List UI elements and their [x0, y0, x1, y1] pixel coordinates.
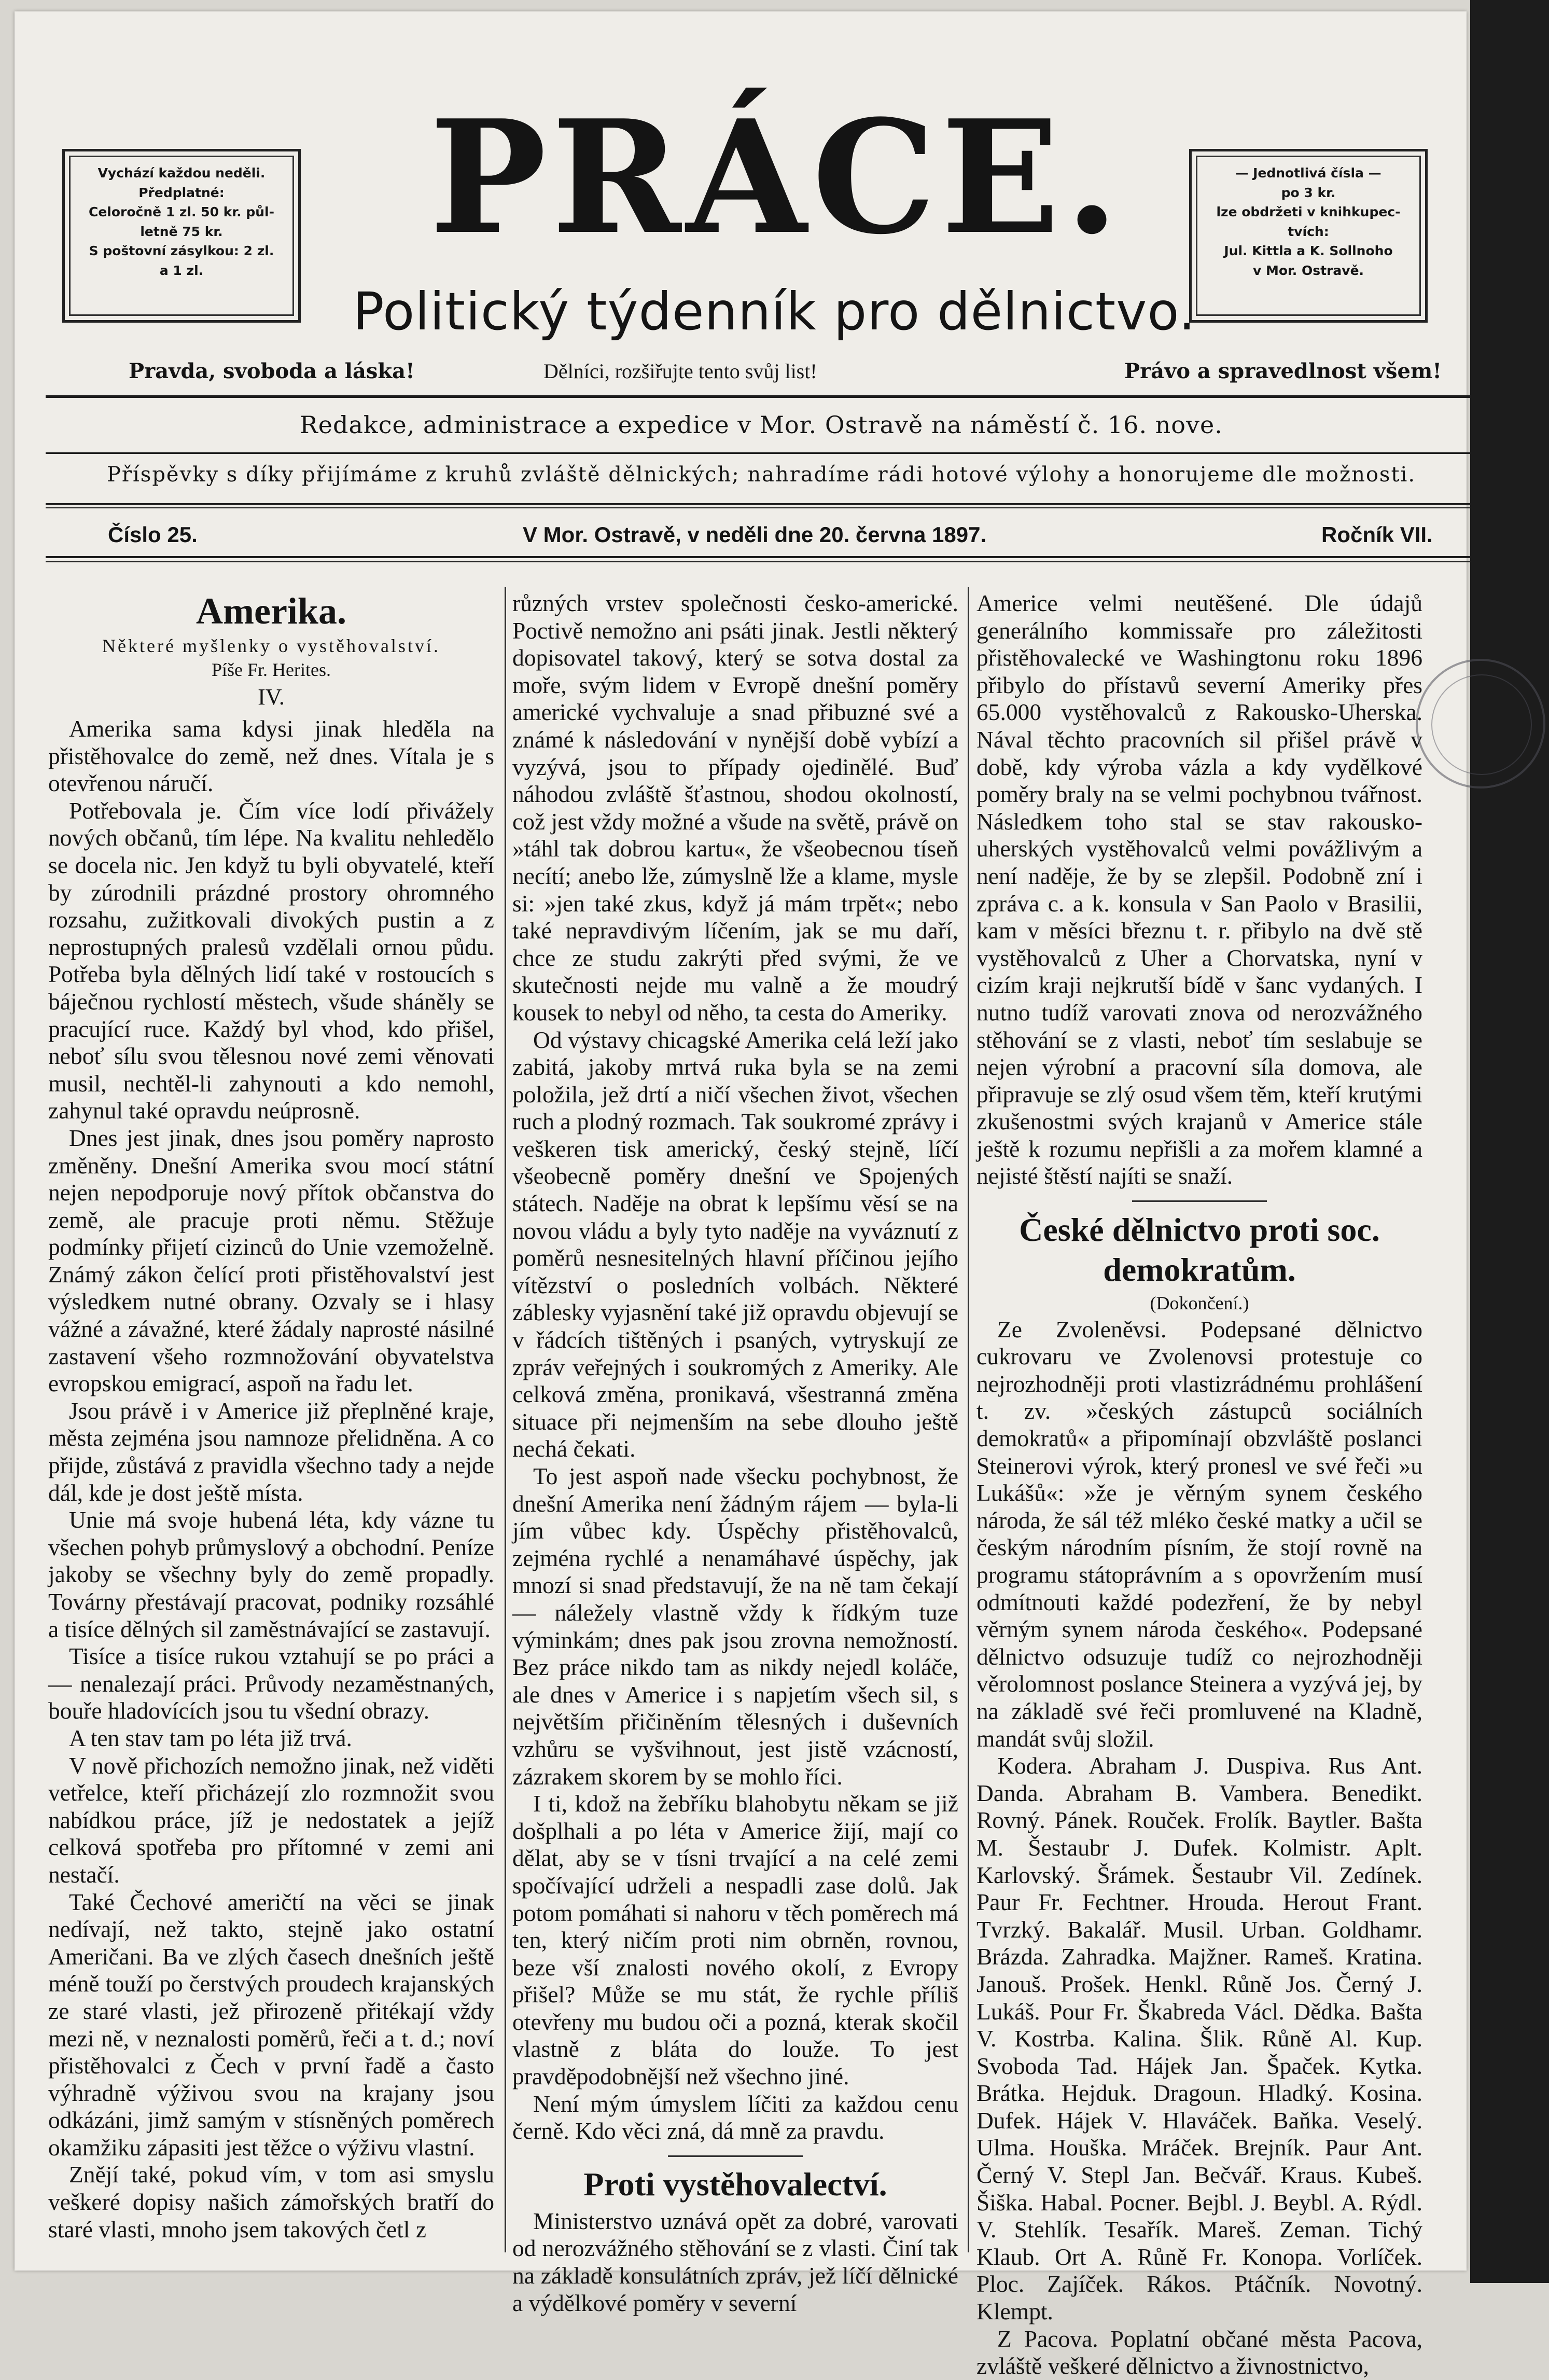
box-line: a 1 zl.: [159, 262, 204, 278]
masthead-subtitle: Politický týdenník pro dělnictvo.: [353, 281, 1196, 342]
paragraph: Není mým úmyslem líčiti za každou cenu černě. Kdo věci zná, dá mně za pravdu.: [512, 2090, 958, 2144]
paragraph: Také Čechové američtí na věci se jinak nedívají, než takto, stejně jako ostatní Američani. Ba ve zlých časech dnešních ještě méně touží po čerstvých proudech krajanských ze staré vlasti, jež přirozeně přitékají vždy mezi ně, v neznalosti poměrů, řeči a t. d.; noví přistěhovalci z Čech v první řadě a často výhradně výživou svou na krajany jsou odkázáni, jimž samým v stísněných poměrech okamžiku zápasiti jest těžce o výživu vlastní.: [48, 1888, 494, 2161]
paragraph: Znějí také, pokud vím, v tom asi smyslu veškeré dopisy našich zámořských bratří do staré vlasti, mnoho jsem takových četl z: [48, 2161, 494, 2243]
motto-row: [77, 359, 1442, 390]
article-body-vystehovalectvi-cont: [976, 590, 1422, 1190]
subscription-box-text: [69, 156, 294, 316]
box-line: S poštovní zásylkou: 2 zl.: [89, 243, 274, 258]
box-line: Vychází každou neděli.: [97, 165, 266, 181]
library-stamp-icon: [1416, 659, 1545, 788]
section-separator-2: [1132, 1200, 1267, 1202]
column-1: [48, 590, 494, 2260]
rule-issue: [46, 556, 1477, 558]
article-body-amerika: [48, 715, 494, 2243]
paragraph: V nově přichozích nemožno jinak, než viděti vetřelce, kteří přicházejí zlo rozmnožit svou nabídkou práce, jíž je nedostatek a jejíž celková spotřeba pro přítomné v zemi ani nestačí.: [48, 1752, 494, 1888]
scan-edge: [1470, 0, 1549, 2283]
paragraph: Dnes jest jinak, dnes jsou poměry naprosto změněny. Dnešní Amerika svou mocí státní nejen nepodporuje nový přítok občanstva do země, ale pracuje proti němu. Stěžuje podmínky přijetí cizinců do Unie vzemoželně. Známý zákon čelící proti přistěhovalství jest výsledkem nutné obrany. Ozvaly se i hlasy vážné a závažné, které žádaly naprosté násilné zastavení všeho rozmnožování obyvatelstva evropskou emigrací, aspoň na řadu let.: [48, 1124, 494, 1397]
article-body-vystehovalectvi: [512, 2208, 958, 2317]
single-copy-box-text: [1196, 156, 1421, 316]
contributions-notice: Příspěvky s díky přijímáme z kruhů zvláště dělnických; nahradíme rádi hotové výlohy a honorujeme dle možnosti.: [106, 463, 1416, 487]
rule-contributions-double: [46, 507, 1477, 508]
article-body-amerika-cont: [512, 590, 958, 2145]
box-line: po 3 kr.: [1281, 185, 1336, 200]
column-divider-1: [505, 587, 506, 2252]
article-part-number: IV.: [258, 684, 285, 710]
article-title-amerika: Amerika.: [196, 590, 346, 632]
paragraph: různých vrstev společnosti česko-americké. Poctivě nemožno ani psáti jinak. Jestli některý dopisovatel takový, který se sotva dostal za moře, svým lidem v Evropě dnešní poměry americké vychvaluje a snad přibuzné své a známé k následování v nynější době vybízí a vyzývá, jsou to případy ojedinělé. Buď náhodou zvláště šťastnou, shodou okolností, což jest vždy možné a všude na světě, právě on »táhl tak dobrou kartu«, že všeobecnou tíseň necítí; anebo lže, zúmyslně lže a klame, mysle si: »jen také zkus, když já mám trpět«; nebo také nepravdivým líčením, jak se mu daří, chce ze studu zakrýti před svými, že ve skutečnosti nejde mu valně a že moudrý kousek to nebyl od něho, ta cesta do Ameriky.: [512, 590, 958, 1026]
editorial-address: Redakce, administrace a expedice v Mor. Ostravě na náměstí č. 16. nove.: [300, 411, 1223, 439]
box-line: Celoročně 1 zl. 50 kr. půl-: [89, 204, 274, 219]
box-line: lze obdržeti v knihkupec-: [1216, 204, 1401, 219]
paragraph: Kodera. Abraham J. Duspiva. Rus Ant. Danda. Abraham B. Vambera. Benedikt. Rovný. Pánek. Rouček. Frolík. Baytler. Bašta M. Šestaubr J. Dufek. Kolmistr. Aplt. Karlovský. Šrámek. Šestaubr Vil. Zedínek. Paur Fr. Fechtner. Hrouda. Herout Frant. Tvrzký. Bakalář. Musil. Urban. Goldhamr. Brázda. Zahradka. Majžner. Rameš. Kratina. Janouš. Prošek. Henkl. Růně Jos. Černý J. Lukáš. Pour Fr. Škabreda Václ. Dědka. Bašta V. Kostrba. Kalina. Šlik. Růně Al. Kup. Svoboda Tad. Hájek Jan. Špaček. Kytka. Brátka. Hejduk. Dragoun. Hladký. Kosina. Dufek. Hájek V. Hlaváček. Baňka. Veselý. Ulma. Houška. Mráček. Brejník. Paur Ant. Černý V. Stepl Jan. Bečvář. Kraus. Kubeš. Šiška. Habal. Pocner. Bejbl. J. Beybl. A. Rýdl. V. Stehlík. Tesařík. Mareš. Zeman. Tichý Klaub. Ort A. Růně Fr. Konopa. Vorlíček. Ploc. Zajíček. Rákos. Ptáčník. Novotný. Klempt.: [976, 1752, 1422, 2325]
column-2: [512, 590, 958, 2316]
box-line: tvích:: [1288, 224, 1329, 239]
issue-line: [46, 522, 1477, 554]
box-line: Jul. Kittla a K. Sollnoho: [1224, 243, 1393, 258]
article-title-ceske-delnictvo: České dělnictvo proti soc. demokratům.: [1019, 1211, 1380, 1288]
article-subtitle: Některé myšlenky o vystěhovalství.: [102, 635, 440, 656]
paragraph: Amerika sama kdysi jinak hleděla na přistěhovalce do země, než dnes. Vítala je s otevřenou náručí.: [48, 715, 494, 797]
paragraph: Od výstavy chicagské Amerika celá leží jako zabitá, jakoby mrtvá ruka byla se na zemi položila, jež drtí a ničí všechen život, všechen ruch a plodný rozmach. Tak soukromé zprávy i veškeren tisk americký, český stejně, líčí všeobecně poměry dnešní ve Spojených státech. Naděje na obrat k lepšímu věsí se na novou vládu a byly tyto naděje na vyváznutí z poměrů nesnesitelných hlavní příčinou jejího vítězství o posledních volbách. Některé záblesky vyjasnění také již opravdu objevují se v řádcích tištěných i psaných, vytryskují ze zpráv veřejných i soukromých z Ameriky. Ale celková změna, pronikavá, všestranná změna situace při nejmenším na sebe dlouho ještě nechá čekati.: [512, 1026, 958, 1462]
column-divider-2: [968, 587, 969, 2252]
rule-issue-double: [46, 561, 1477, 562]
newspaper-page: [15, 11, 1467, 2379]
paragraph: Jsou právě i v Americe již přeplněné kraje, města zejména jsou namnoze přelidněna. A co přijde, zůstává z pravidla všechno tady a nejde dál, kde je dost ještě místa.: [48, 1397, 494, 1506]
masthead-title: PRÁCE.: [429, 86, 1124, 269]
section-separator: [668, 2155, 803, 2157]
rule-contributions: [46, 503, 1477, 505]
rule-top: [46, 395, 1477, 398]
single-copy-box: [1189, 149, 1428, 323]
issue-date: V Mor. Ostravě, v neděli dne 20. června 1897.: [523, 522, 987, 547]
box-line: v Mor. Ostravě.: [1252, 262, 1364, 278]
rule-editorial: [46, 452, 1477, 454]
article-author: Píše Fr. Herites.: [212, 659, 331, 680]
paragraph: Z Pacova. Poplatní občané města Pacova, zvláště veškeré dělnictvo a živnostnictvo,: [976, 2325, 1422, 2379]
paragraph: Tisíce a tisíce rukou vztahují se po práci a — nenalezají práci. Průvody nezaměstnaných, bouře hladovících jsou tu všední obrazy.: [48, 1643, 494, 1724]
paragraph: Ze Zvoleněvsi. Podepsané dělnictvo cukrovaru ve Zvolenovsi protestuje co nejrozhodněji proti vlastizrádnému prohlášení t. zv. »českých zástupců sociálních demokratů« a připomínají obzvláště poslanci Steinerovi výrok, který pronesl ve své řeči »u Lukášů«: »že je věrným synem českého národa, že sál též mléko české matky a učil se českým národním písním, že stojí rovně na programu státoprávním a s opovržením musí odmítnouti každé podezření, že by nebyl věrným synem národa českého«. Podepsané dělnictvo odsuzuje tudíž co nejrozhodněji věrolomnost poslance Steinera a vyzývá jej, by na základě své řeči promluvené na Kladně, mandát svůj složil.: [976, 1316, 1422, 1752]
volume: Ročník VII.: [1321, 522, 1433, 547]
subscription-box: [62, 149, 301, 323]
continued-note: (Dokončení.): [1150, 1292, 1249, 1313]
motto-left: Pravda, svoboda a láska!: [129, 359, 415, 383]
motto-right: Právo a spravedlnost všem!: [1124, 359, 1442, 383]
box-line: Předplatné:: [138, 185, 225, 200]
column-3: [976, 590, 1422, 2379]
box-line: — Jednotlivá čísla —: [1235, 165, 1381, 181]
paragraph: Unie má svoje hubená léta, kdy vázne tu všechen pohyb průmyslový a obchodní. Peníze jakoby se všechny byly do země propadly. Továrny přestávají pracovat, podniky rozsáhlé a tisíce dělných sil zaměstnávající se zastavují.: [48, 1506, 494, 1642]
paragraph: A ten stav tam po léta již trvá.: [69, 1724, 352, 1751]
article-body-ceske-delnictvo: [976, 1316, 1422, 2380]
paragraph: Americe velmi neutěšené. Dle údajů generálního kommissaře pro záležitosti přistěhovalecké ve Washingtonu roku 1896 přibylo do přístavů severní Ameriky přes 65.000 vystěhovalců z Rakousko-Uherska. Nával těchto pracovních sil přišel právě v době, kdy výroba vázla a kdy vydělkové poměry braly na se velmi pochybnou tvářnost. Následkem toho stal se stav rakousko-uherských vystěhovalců velmi povážlivým a není naděje, že by se zlepšil. Podobně zní i zpráva c. a k. konsula v San Paolo v Brasilii, kam v měsíci březnu t. r. přibylo na dvě stě vystěhovalců z Uher a Chorvatska, nyní v cizím kraji nejkrutší bídě v šanc vydaných. I nutno tudíž varovati znova od nerozvážného stěhování se z vlasti, neboť tím seslabuje se nejen výrobní a pracovní síla domova, ale připravuje se zlý osud všem těm, kteří krutými zkušenostmi svých krajanů v Americe stále ještě k rozumu nepřišli a za mořem klamné a nejisté štěstí najíti se snaží.: [976, 590, 1422, 1189]
article-title-vystehovalectvi: Proti vystěhovalectví.: [583, 2165, 887, 2203]
paragraph: Potřebovala je. Čím více lodí přivážely nových občanů, tím lépe. Na kvalitu nehledělo se docela nic. Jen když tu byli obyvatelé, kteří by zúrodnili prázdné prostory ohromného rozsahu, zužitkovali divokých pustin a z neprostupných pralesů vzdělali ornou půdu. Potřeba byla dělných lidí také v rostoucích s báječnou rychlostí městech, všude sháněly se pracující ruce. Každý byl vhod, kdo přišel, neboť sílu svou tělesnou nové zemi věnovati musil, nechtěl-li zahynouti a kdo nemohl, zahynul také opravdu neúprosně.: [48, 797, 494, 1124]
paragraph: I ti, kdož na žebříku blahobytu někam se již došplhali a po léta v Americe žijí, mají co dělat, aby se v tísni trvající a na celé zemi spočívající udrželi a nespadli zase dolů. Jak potom pomáhati si nahoru v těch poměrech má ten, který ničím proti nim obrněn, rovnou, beze vší znalosti nového okolí, z Evropy přišel? Může se mu stát, že rychle příliš otevřeny mu budou oči a pozná, kterak skočil vlastně z bláta do louže. To jest pravděpodobnější než všechno jiné.: [512, 1790, 958, 2090]
paragraph: Ministerstvo uznává opět za dobré, varovati od nerozvážného stěhování se z vlasti. Činí tak na základě konsulátních zpráv, jež líčí dělnické a výdělkové poměry v severní: [512, 2207, 958, 2316]
issue-number: Číslo 25.: [108, 522, 198, 547]
paragraph: To jest aspoň nade všecku pochybnost, že dnešní Amerika není žádným rájem — byla-li jím vůbec kdy. Úspěchy přistěhovalců, zejména rychlé a nenamáhavé úspěchy, jak mnozí si snad představují, že na ně tam čekají — náležely vlastně vždy k řídkým tuze výminkám; dnes pak jsou zrovna nemožností. Bez práce nikdo tam as nikdy nejedl koláče, ale dnes v Americe i s napjetím všech sil, s největším přičiněním tělesných i duševních vzhůru se vyšvihnout, jest jistě vzácností, zázrakem skorem by se mohlo říci.: [512, 1463, 958, 1790]
box-line: letně 75 kr.: [140, 224, 223, 239]
motto-center: Dělníci, rozšiřujte tento svůj list!: [543, 359, 817, 383]
